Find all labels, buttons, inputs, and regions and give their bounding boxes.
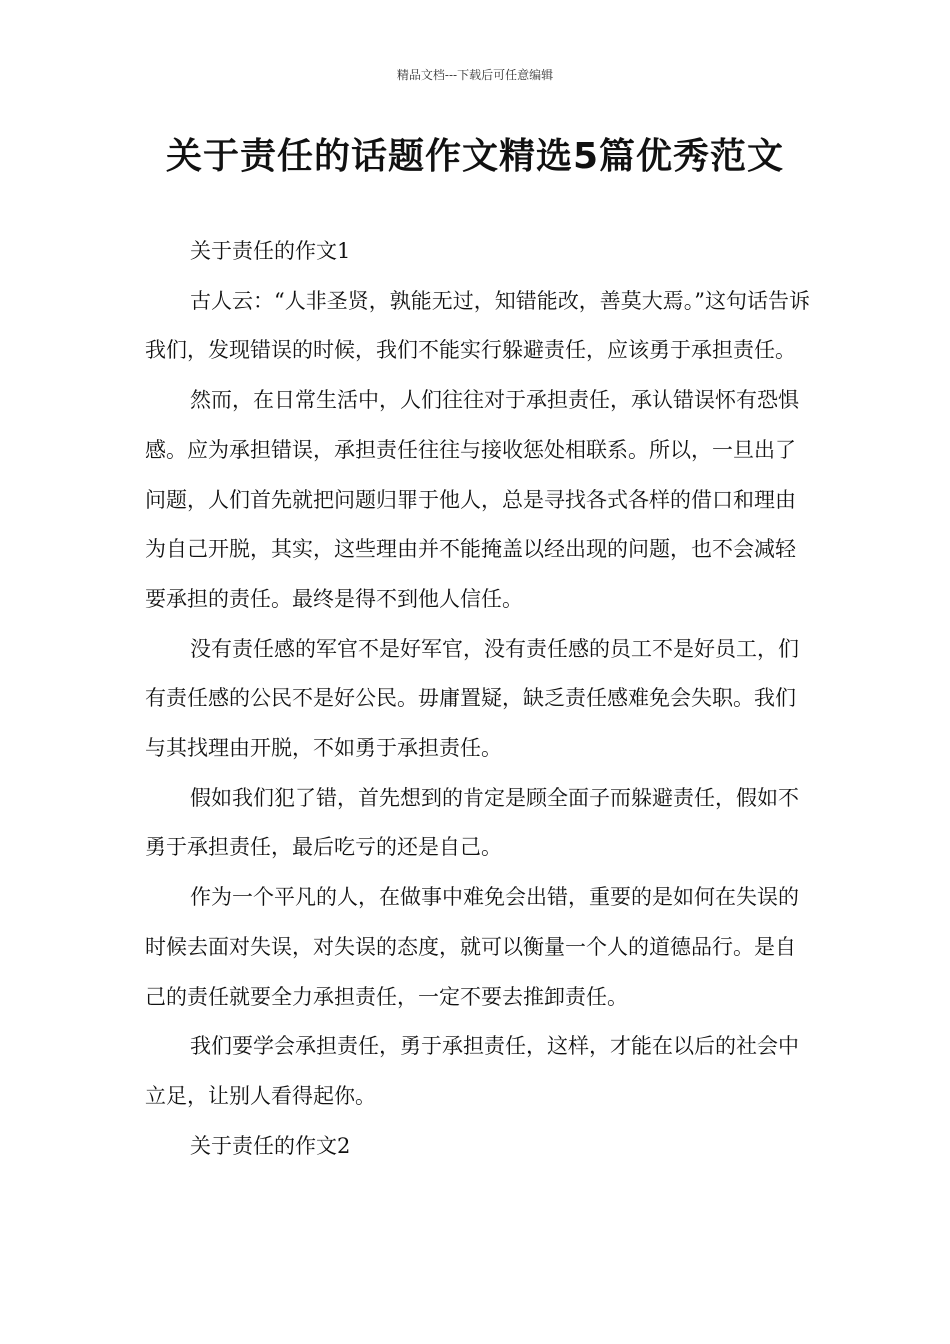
section-heading-1: 关于责任的作文1 <box>190 239 351 263</box>
paragraph: 假如我们犯了错，首先想到的肯定是顾全面子而躲避责任，假如不勇于承担责任，最后吃亏的还是自己。 <box>145 785 799 860</box>
paragraph: 作为一个平凡的人，在做事中难免会出错，重要的是如何在失误的时候去面对失误，对失误的态度，就可以衡量一个人的道德品行。是自己的责任就要全力承担责任，一定不要去推卸责任。 <box>145 885 799 1009</box>
page-title: 关于责任的话题作文精选5篇优秀范文 <box>165 136 785 177</box>
paragraph: 没有责任感的军官不是好军官，没有责任感的员工不是好员工，们有责任感的公民不是好公民。毋庸置疑，缺乏责任感难免会失职。我们与其找理由开脱，不如勇于承担责任。 <box>145 636 799 761</box>
section-heading-2: 关于责任的作文2 <box>190 1133 351 1158</box>
paragraph: 古人云：“人非圣贤，孰能无过，知错能改，善莫大焉。”这句话告诉我们，发现错误的时候，我们不能实行躲避责任，应该勇于承担责任。 <box>145 288 810 363</box>
paragraph: 我们要学会承担责任，勇于承担责任，这样，才能在以后的社会中立足，让别人看得起你。 <box>145 1034 799 1108</box>
paragraph: 然而，在日常生活中，人们往往对于承担责任，承认错误怀有恐惧感。应为承担错误，承担责任往往与接收惩处相联系。所以，一旦出了问题，人们首先就把问题归罪于他人，总是寻找各式各样的借口和理由为自己开脱，其实，这些理由并不能掩盖以经出现的问题，也不会减轻要承担的责任。最终是得不到他人信任。 <box>145 388 799 611</box>
document-body <box>145 227 813 1171</box>
header-note: 精品文档---下载后可任意编辑 <box>396 68 554 82</box>
